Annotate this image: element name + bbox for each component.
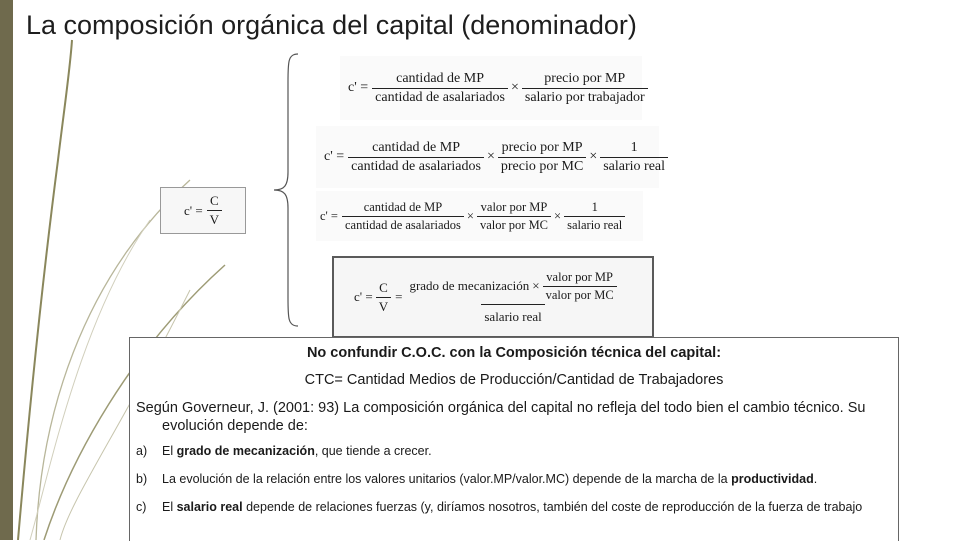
denominator: salario por trabajador (522, 88, 648, 106)
ctc-definition: CTC= Cantidad Medios de Producción/Cantidad de Trabajadores (304, 372, 724, 388)
numerator: cantidad de MP (363, 199, 443, 214)
list-item-text-bold: productividad (731, 472, 814, 486)
lhs-label: c' = (183, 202, 203, 218)
list-item-label: a) (136, 444, 148, 458)
list-item (136, 443, 892, 459)
numerator: cantidad de MP (396, 70, 484, 86)
formula-mecanizacion (332, 256, 654, 338)
formula-1 (340, 56, 645, 120)
denominator: valor por MC (477, 216, 551, 233)
numerator: C (210, 193, 219, 208)
numerator: C (379, 279, 388, 295)
numerator: precio por MP (544, 70, 626, 86)
page-title: La composición orgánica del capital (denominador) (26, 10, 637, 40)
list-item-text (162, 471, 817, 487)
formula-3 (316, 191, 643, 241)
list-item-text (162, 443, 432, 459)
note-textbox (129, 337, 899, 541)
curly-brace (270, 52, 300, 328)
times-sign: × (466, 208, 474, 223)
lhs-label: c' = (348, 80, 369, 95)
times-sign: × (510, 80, 519, 95)
times-sign: × (486, 149, 495, 164)
formula-c-over-v (160, 187, 246, 234)
list-item-text (162, 499, 862, 515)
note-heading: No confundir C.O.C. con la Composición técnica del capital: (306, 345, 722, 361)
numerator: 1 (591, 199, 598, 214)
lhs-label: c' = (354, 289, 373, 304)
list-item (136, 499, 892, 515)
denominator: salario real (481, 304, 544, 325)
citation-paragraph: Según Governeur, J. (2001: 93) La composición orgánica del capital no refleja del todo bien el cambio técnico. Su evolución depende de: (136, 400, 866, 434)
lhs-label: c' = (320, 208, 338, 223)
times-sign: × (589, 149, 598, 164)
factor-list (136, 443, 892, 515)
numerator: valor por MP (546, 269, 613, 284)
lhs-label: c' = (324, 149, 345, 164)
denominator: cantidad de asalariados (348, 157, 484, 175)
denominator: salario real (564, 216, 625, 233)
equals-sign: = (395, 289, 403, 304)
denominator: V (376, 297, 391, 315)
mecanizacion-label: grado de mecanización (409, 278, 530, 293)
list-item-text-post: . (813, 472, 818, 486)
numerator: 1 (630, 139, 638, 155)
list-item-label: c) (136, 500, 147, 514)
denominator: V (207, 210, 222, 228)
formula-2 (316, 126, 666, 188)
list-item-text-bold: salario real (176, 500, 243, 514)
denominator: valor por MC (543, 286, 617, 303)
denominator: precio por MC (498, 157, 586, 175)
denominator: cantidad de asalariados (372, 88, 508, 106)
list-item-text-bold: grado de mecanización (176, 444, 315, 458)
numerator: cantidad de MP (372, 139, 460, 155)
list-item-text-post: depende de relaciones fuerzas (y, diríamos nosotros, también del coste de reproducción de la fuerza de trabajo (242, 500, 863, 514)
list-item-text-pre: La evolución de la relación entre los valores unitarios (valor.MP/valor.MC) depende de la marcha de la (162, 472, 732, 486)
denominator: cantidad de asalariados (342, 216, 464, 233)
list-item (136, 471, 892, 487)
list-item-text-pre: El (162, 500, 177, 514)
times-sign: × (532, 278, 540, 293)
denominator: salario real (600, 157, 668, 175)
list-item-text-post: , que tiende a crecer. (314, 444, 432, 458)
times-sign: × (554, 208, 562, 223)
numerator: precio por MP (501, 139, 583, 155)
list-item-text-pre: El (162, 444, 177, 458)
list-item-label: b) (136, 472, 148, 486)
numerator: valor por MP (480, 199, 548, 214)
